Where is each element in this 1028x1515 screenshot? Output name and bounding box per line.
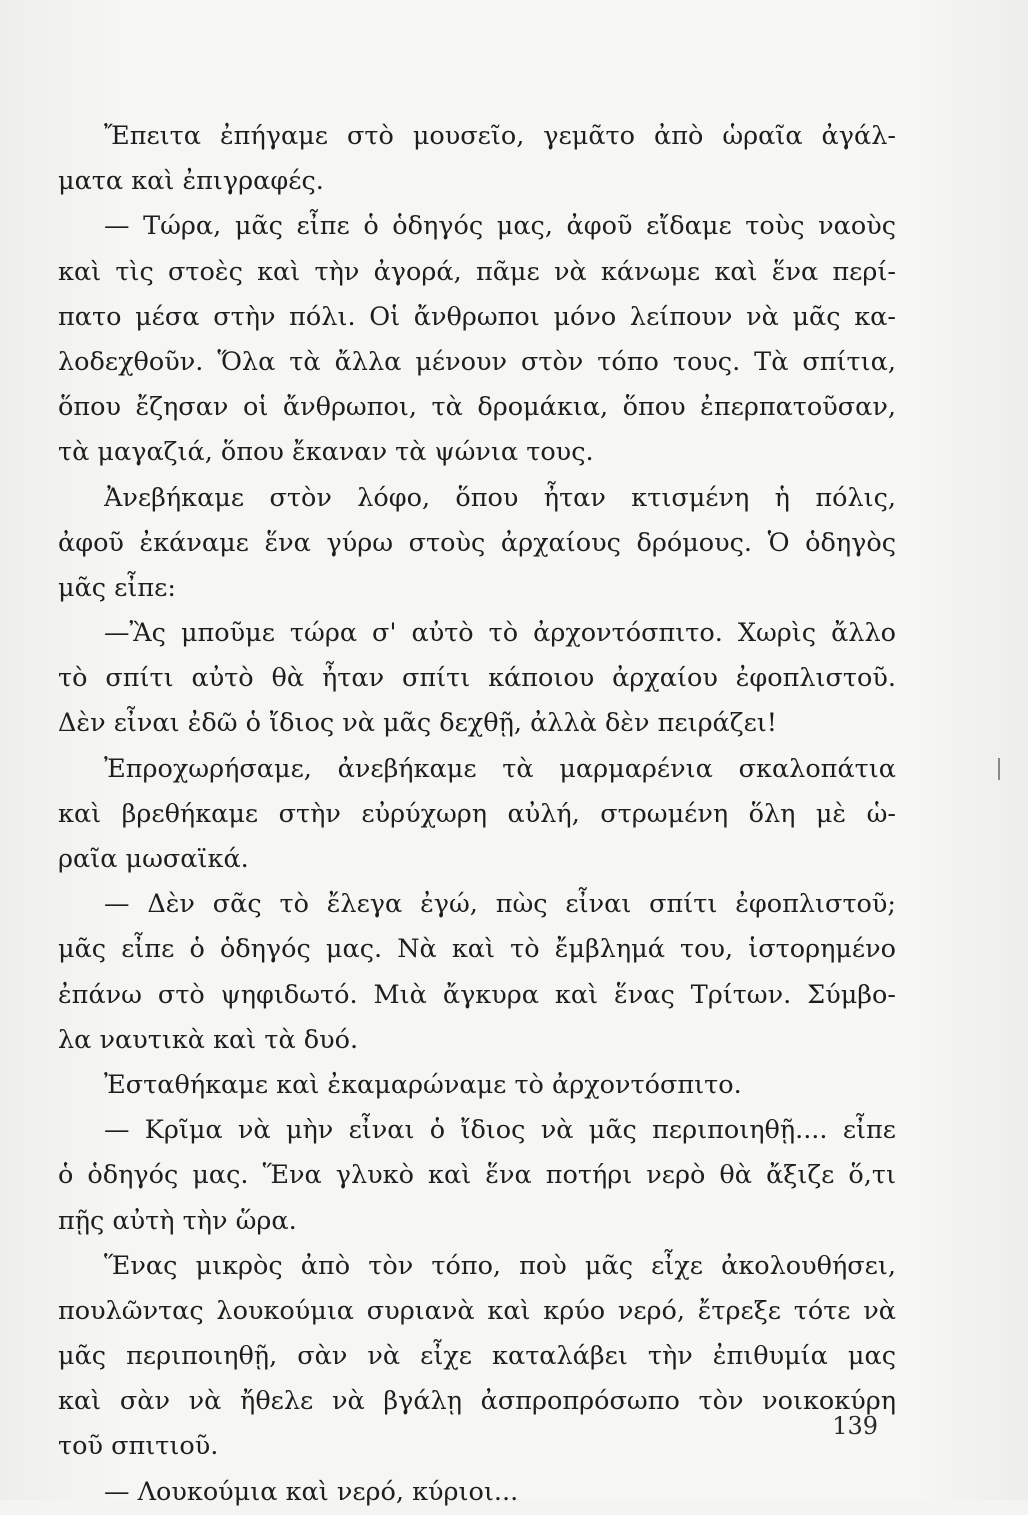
line-text: — Κρῖμα νὰ μὴν εἶναι ὁ ἴδιος νὰ μᾶς περιποιηθῇ.... εἶπε bbox=[104, 1115, 896, 1146]
text-line bbox=[58, 656, 896, 701]
text-line bbox=[58, 159, 896, 204]
text-line bbox=[58, 1470, 896, 1515]
text-line bbox=[58, 701, 896, 746]
line-text: καὶ σὰν νὰ ἤθελε νὰ βγάλῃ ἀσπροπρόσωπο τὸν νοικοκύρη bbox=[58, 1386, 896, 1417]
text-line bbox=[58, 476, 896, 521]
line-text: μᾶς περιποιηθῇ, σὰν νὰ εἶχε καταλάβει τὴν ἐπιθυμία μας bbox=[58, 1341, 896, 1372]
line-text: Ἐσταθήκαμε καὶ ἐκαμαρώναμε τὸ ἀρχοντόσπιτο. bbox=[104, 1069, 742, 1100]
text-line bbox=[58, 1289, 896, 1334]
text-line bbox=[58, 295, 896, 340]
line-text: τὸ σπίτι αὐτὸ θὰ ἦταν σπίτι κάποιου ἀρχαίου ἐφοπλιστοῦ. bbox=[58, 663, 896, 694]
line-text: πῇς αὐτὴ τὴν ὥρα. bbox=[58, 1205, 297, 1236]
text-line bbox=[58, 385, 896, 430]
text-line bbox=[58, 611, 896, 656]
line-text: Ἐπροχωρήσαμε, ἀνεβήκαμε τὰ μαρμαρένια σκαλοπάτια bbox=[104, 753, 896, 784]
text-line bbox=[58, 114, 896, 159]
text-line bbox=[58, 882, 896, 927]
line-text: Ἔπειτα ἐπήγαμε στὸ μουσεῖο, γεμᾶτο ἀπὸ ὡραῖα ἀγάλ- bbox=[104, 121, 896, 151]
text-line bbox=[58, 1063, 896, 1108]
line-text: Ἀνεβήκαμε στὸν λόφο, ὅπου ἦταν κτισμένη ἡ πόλις, bbox=[104, 482, 896, 513]
line-text: τοῦ σπιτιοῦ. bbox=[58, 1431, 219, 1462]
text-line bbox=[58, 566, 896, 611]
text-line bbox=[58, 1334, 896, 1379]
text-line bbox=[58, 973, 896, 1018]
line-text: ματα καὶ ἐπιγραφές. bbox=[58, 166, 324, 197]
text-line bbox=[58, 430, 896, 475]
line-text: λα ναυτικὰ καὶ τὰ δυό. bbox=[58, 1024, 359, 1055]
text-line bbox=[58, 521, 896, 566]
text-line bbox=[58, 340, 896, 385]
text-line bbox=[58, 837, 896, 882]
text-line bbox=[58, 927, 896, 972]
line-text: ὅπου ἔζησαν οἱ ἄνθρωποι, τὰ δρομάκια, ὅπου ἐπερπατοῦσαν, bbox=[58, 392, 896, 423]
line-text: πουλῶντας λουκούμια συριανὰ καὶ κρύο νερό, ἔτρεξε τότε νὰ bbox=[58, 1295, 896, 1326]
line-text: Ἕνας μικρὸς ἀπὸ τὸν τόπο, ποὺ μᾶς εἶχε ἀκολουθήσει, bbox=[104, 1250, 896, 1281]
text-line bbox=[58, 1018, 896, 1063]
line-text: μᾶς εἶπε: bbox=[58, 572, 176, 603]
line-text: καὶ τὶς στοὲς καὶ τὴν ἀγορά, πᾶμε νὰ κάνωμε καὶ ἕνα περί- bbox=[58, 256, 896, 287]
line-text: ἀφοῦ ἐκάναμε ἕνα γύρω στοὺς ἀρχαίους δρόμους. Ὁ ὁδηγὸς bbox=[58, 527, 896, 558]
body-text bbox=[58, 114, 896, 1515]
text-line bbox=[58, 1424, 896, 1469]
text-line bbox=[58, 204, 896, 249]
line-text: ὁ ὁδηγός μας. Ἕνα γλυκὸ καὶ ἕνα ποτήρι νερὸ θὰ ἄξιζε ὅ,τι bbox=[58, 1160, 896, 1191]
text-line bbox=[58, 1153, 896, 1198]
line-text: ραῖα μωσαϊκά. bbox=[58, 844, 249, 874]
line-text: — Τώρα, μᾶς εἶπε ὁ ὁδηγός μας, ἀφοῦ εἴδαμε τοὺς ναοὺς bbox=[104, 211, 896, 242]
line-text: καὶ βρεθήκαμε στὴν εὐρύχωρη αὐλή, στρωμένη ὅλη μὲ ὡ- bbox=[58, 798, 896, 829]
line-text: — Λουκούμια καὶ νερό, κύριοι... bbox=[104, 1476, 519, 1507]
text-line bbox=[58, 1199, 896, 1244]
line-text: ἐπάνω στὸ ψηφιδωτό. Μιὰ ἄγκυρα καὶ ἕνας Τρίτων. Σύμβο- bbox=[58, 979, 896, 1010]
page-number: 139 bbox=[832, 1412, 878, 1440]
line-text: λοδεχθοῦν. Ὅλα τὰ ἄλλα μένουν στὸν τόπο τους. Τὰ σπίτια, bbox=[58, 346, 896, 377]
line-text: μᾶς εἶπε ὁ ὁδηγός μας. Νὰ καὶ τὸ ἔμβλημά του, ἱστορημένο bbox=[58, 934, 896, 965]
text-line bbox=[58, 1379, 896, 1424]
line-text: τὰ μαγαζιά, ὅπου ἔκαναν τὰ ψώνια τους. bbox=[58, 437, 594, 468]
text-line bbox=[58, 1244, 896, 1289]
margin-mark bbox=[998, 758, 1000, 780]
line-text: πατο μέσα στὴν πόλι. Οἱ ἄνθρωποι μόνο λείπουν νὰ μᾶς κα- bbox=[58, 301, 896, 332]
text-line bbox=[58, 250, 896, 295]
text-line bbox=[58, 1108, 896, 1153]
text-line bbox=[58, 792, 896, 837]
text-line bbox=[58, 747, 896, 792]
line-text: —Ἂς μποῦμε τώρα σ' αὐτὸ τὸ ἀρχοντόσπιτο. Χωρὶς ἄλλο bbox=[104, 618, 896, 649]
line-text: Δὲν εἶναι ἐδῶ ὁ ἴδιος νὰ μᾶς δεχθῇ, ἀλλὰ δὲν πειράζει! bbox=[58, 708, 778, 739]
line-text: — Δὲν σᾶς τὸ ἔλεγα ἐγώ, πὼς εἶναι σπίτι ἐφοπλιστοῦ; bbox=[104, 889, 896, 920]
